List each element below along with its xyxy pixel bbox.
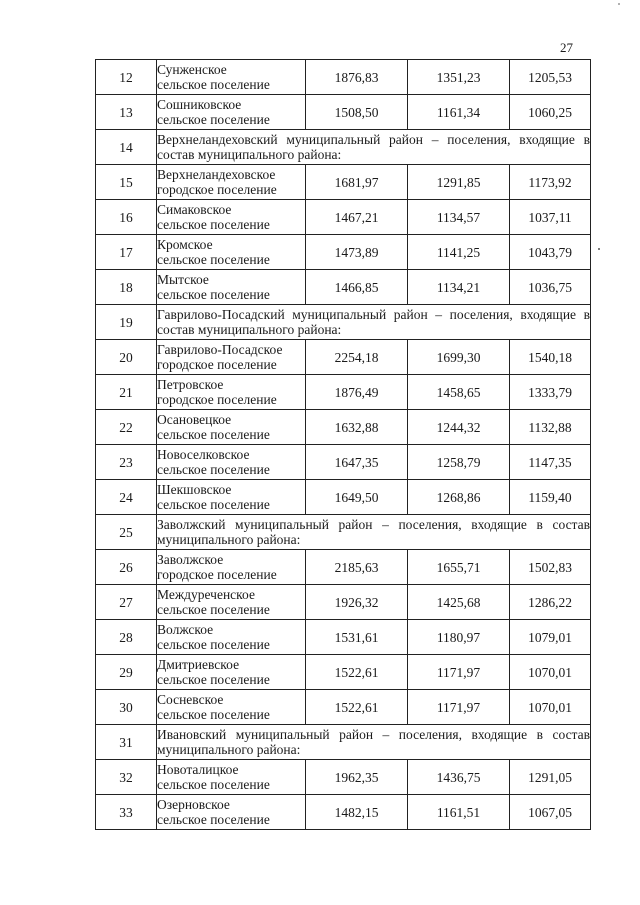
value-col-2: 1425,68 [408,585,510,620]
district-heading: Гаврилово-Посадский муниципальный район – поселения, входящие в состав муниципального района: [157,305,591,340]
settlement-type: сельское поселение [157,112,270,127]
settlement-type: сельское поселение [157,252,270,267]
table-row [96,760,591,795]
settlement-name [157,795,306,830]
settlement-name [157,410,306,445]
settlement-title: Волжское [157,622,214,637]
settlement-type: сельское поселение [157,77,270,92]
table-row [96,375,591,410]
value-col-3: 1067,05 [510,795,591,830]
row-number: 15 [96,165,157,200]
row-number: 21 [96,375,157,410]
value-col-3: 1132,88 [510,410,591,445]
settlement-type: городское поселение [157,182,277,197]
value-col-1: 2254,18 [306,340,408,375]
value-col-2: 1458,65 [408,375,510,410]
settlement-name [157,585,306,620]
row-number: 28 [96,620,157,655]
value-col-2: 1134,57 [408,200,510,235]
table-row [96,340,591,375]
scan-speck [618,3,620,5]
settlement-name [157,60,306,95]
row-number: 29 [96,655,157,690]
table-row [96,165,591,200]
value-col-3: 1173,92 [510,165,591,200]
value-col-1: 1473,89 [306,235,408,270]
row-number: 31 [96,725,157,760]
settlement-title: Новоталицкое [157,762,239,777]
value-col-2: 1655,71 [408,550,510,585]
settlement-title: Осановецкое [157,412,232,427]
settlement-name [157,340,306,375]
value-col-3: 1043,79 [510,235,591,270]
row-number: 17 [96,235,157,270]
row-number: 33 [96,795,157,830]
table-row [96,585,591,620]
settlement-title: Сошниковское [157,97,242,112]
district-heading: Заволжский муниципальный район – поселения, входящие в состав муниципального района: [157,515,591,550]
table-row [96,410,591,445]
settlement-type: городское поселение [157,357,277,372]
district-header-row [96,725,591,760]
value-col-3: 1070,01 [510,655,591,690]
value-col-1: 1522,61 [306,655,408,690]
settlement-name [157,445,306,480]
settlement-title: Шекшовское [157,482,232,497]
value-col-3: 1037,11 [510,200,591,235]
settlement-name [157,165,306,200]
value-col-3: 1079,01 [510,620,591,655]
settlement-type: сельское поселение [157,637,270,652]
value-col-3: 1147,35 [510,445,591,480]
value-col-2: 1141,25 [408,235,510,270]
settlement-name [157,270,306,305]
settlement-title: Мытское [157,272,209,287]
table-row [96,690,591,725]
row-number: 16 [96,200,157,235]
settlement-name [157,655,306,690]
row-number: 19 [96,305,157,340]
settlement-name [157,760,306,795]
value-col-2: 1161,34 [408,95,510,130]
value-col-3: 1060,25 [510,95,591,130]
settlement-type: сельское поселение [157,602,270,617]
row-number: 12 [96,60,157,95]
table-row [96,270,591,305]
row-number: 30 [96,690,157,725]
settlement-name [157,550,306,585]
value-col-2: 1134,21 [408,270,510,305]
settlement-title: Симаковское [157,202,232,217]
value-col-3: 1036,75 [510,270,591,305]
district-heading: Ивановский муниципальный район – поселения, входящие в состав муниципального района: [157,725,591,760]
value-col-1: 1531,61 [306,620,408,655]
value-col-1: 1681,97 [306,165,408,200]
value-col-1: 1649,50 [306,480,408,515]
settlement-name [157,620,306,655]
settlement-name [157,375,306,410]
settlement-type: сельское поселение [157,497,270,512]
table-row [96,445,591,480]
settlement-name [157,95,306,130]
table-row [96,60,591,95]
page-number: 27 [560,40,573,55]
table-row [96,620,591,655]
value-col-1: 1482,15 [306,795,408,830]
settlement-type: сельское поселение [157,812,270,827]
settlement-title: Сунженское [157,62,227,77]
settlement-type: сельское поселение [157,287,270,302]
table-row [96,200,591,235]
settlement-type: сельское поселение [157,672,270,687]
value-col-3: 1070,01 [510,690,591,725]
value-col-2: 1161,51 [408,795,510,830]
value-col-1: 1926,32 [306,585,408,620]
settlement-type: сельское поселение [157,777,270,792]
value-col-1: 1876,83 [306,60,408,95]
district-header-row [96,130,591,165]
district-header-row [96,305,591,340]
table-body [96,60,591,830]
value-col-2: 1268,86 [408,480,510,515]
value-col-2: 1699,30 [408,340,510,375]
settlement-type: сельское поселение [157,462,270,477]
value-col-3: 1205,53 [510,60,591,95]
row-number: 26 [96,550,157,585]
value-col-3: 1286,22 [510,585,591,620]
value-col-1: 1632,88 [306,410,408,445]
value-col-1: 1508,50 [306,95,408,130]
settlement-type: городское поселение [157,392,277,407]
table-row [96,550,591,585]
scan-speck [598,248,600,250]
district-header-row [96,515,591,550]
settlement-title: Сосневское [157,692,224,707]
settlement-type: сельское поселение [157,217,270,232]
value-col-3: 1502,83 [510,550,591,585]
settlement-title: Заволжское [157,552,224,567]
value-col-2: 1244,32 [408,410,510,445]
row-number: 32 [96,760,157,795]
value-col-3: 1333,79 [510,375,591,410]
settlement-name [157,480,306,515]
settlement-title: Новоселковское [157,447,250,462]
value-col-2: 1351,23 [408,60,510,95]
settlement-type: сельское поселение [157,427,270,442]
row-number: 22 [96,410,157,445]
row-number: 24 [96,480,157,515]
table-row [96,235,591,270]
settlement-type: сельское поселение [157,707,270,722]
row-number: 20 [96,340,157,375]
value-col-1: 2185,63 [306,550,408,585]
table-row [96,95,591,130]
settlement-title: Озерновское [157,797,230,812]
row-number: 13 [96,95,157,130]
row-number: 25 [96,515,157,550]
settlement-name [157,690,306,725]
table-row [96,655,591,690]
table-row [96,480,591,515]
settlement-title: Дмитриевское [157,657,240,672]
value-col-2: 1258,79 [408,445,510,480]
row-number: 27 [96,585,157,620]
value-col-2: 1180,97 [408,620,510,655]
value-col-3: 1291,05 [510,760,591,795]
row-number: 23 [96,445,157,480]
row-number: 18 [96,270,157,305]
settlement-title: Гаврилово-Посадское [157,342,283,357]
value-col-1: 1876,49 [306,375,408,410]
settlement-title: Междуреченское [157,587,255,602]
table-row [96,795,591,830]
settlement-name [157,200,306,235]
settlement-title: Петровское [157,377,224,392]
settlement-name [157,235,306,270]
value-col-1: 1466,85 [306,270,408,305]
row-number: 14 [96,130,157,165]
value-col-3: 1159,40 [510,480,591,515]
value-col-2: 1171,97 [408,690,510,725]
tariff-table [95,59,591,830]
value-col-1: 1647,35 [306,445,408,480]
settlement-type: городское поселение [157,567,277,582]
settlement-title: Верхнеландеховское [157,167,276,182]
value-col-3: 1540,18 [510,340,591,375]
value-col-1: 1962,35 [306,760,408,795]
district-heading: Верхнеландеховский муниципальный район – поселения, входящие в состав муниципального района: [157,130,591,165]
value-col-1: 1467,21 [306,200,408,235]
value-col-2: 1291,85 [408,165,510,200]
value-col-2: 1171,97 [408,655,510,690]
value-col-1: 1522,61 [306,690,408,725]
settlement-title: Кромское [157,237,213,252]
value-col-2: 1436,75 [408,760,510,795]
